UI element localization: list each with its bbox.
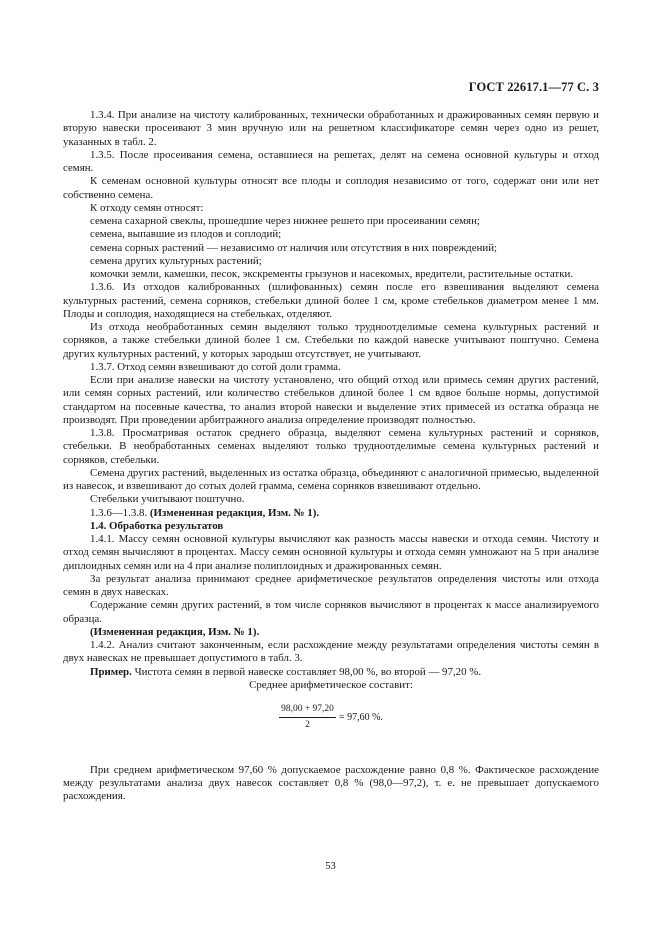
document-body xyxy=(63,109,599,803)
formula-fraction xyxy=(279,703,336,733)
paragraph: Содержание семян других растений, в том числе сорняков вычисляют в процентах к массе анализируемого образца. xyxy=(63,599,599,625)
paragraph: 1.3.7. Отход семян взвешивают до сотой доли грамма. xyxy=(90,360,341,373)
paragraph: Стебельки учитывают поштучно. xyxy=(90,493,245,506)
list-item: семена других культурных растений; xyxy=(90,254,262,267)
formula-numerator: 98,00 + 97,20 xyxy=(279,703,336,718)
paragraph: К отходу семян относят: xyxy=(90,201,204,214)
paragraph: 1.3.5. После просеивания семена, оставшиеся на решетах, делят на семена основной культуры и отход семян. xyxy=(63,148,599,174)
formula xyxy=(63,703,599,733)
paragraph: При среднем арифметическом 97,60 % допускаемое расхождение равно 0,8 %. Фактическое расхождение между результатами анализа двух навесок составляет 0,8 % (98,0—97,2), т. е. не превышает допускаемого расхождения. xyxy=(63,763,599,802)
example-paragraph xyxy=(63,666,599,679)
list-item: семена сорных растений — независимо от наличия или отсутствия в них повреждений; xyxy=(90,241,498,254)
list-item: семена сахарной свеклы, прошедшие через нижнее решето при просеивании семян; xyxy=(90,215,480,227)
amendment-label: (Измененная редакция, Изм. № 1). xyxy=(149,506,320,519)
formula-intro: Среднее арифметическое составит: xyxy=(249,678,413,691)
list-item: комочки земли, камешки, песок, экскременты грызунов и насекомых, вредители, растительные остатки. xyxy=(90,268,574,280)
paragraph: Из отхода необработанных семян выделяют только трудноотделимые семена культурных растений и сорняков, а также стебельки длиной более 1 см. Стебельки по каждой навеске учитывают поштучно. Семена других культурных растений, у которых зародыш отсутствует, не учитывают. xyxy=(63,321,599,360)
page-number: 53 xyxy=(325,861,336,872)
page-header: ГОСТ 22617.1—77 С. 3 xyxy=(468,80,599,94)
paragraph: Если при анализе навески на чистоту установлено, что общий отход или примесь семян других растений, или семян сорных растений, или количество стебельков длиной более 1 см вдвое больше нормы, допустимой стандартом на посевные качества, то анализ второй навески и выделение этих примесей из остатка образца не производят. При проведении арбитражного анализа определение производят полностью. xyxy=(63,374,599,426)
paragraph: Семена других растений, выделенных из остатка образца, объединяют с аналогичной примесью, выделенной из навесок, и взвешивают до сотых долей грамма, семена сорняков взвешивают отдельно. xyxy=(63,466,599,492)
example-text: Чистота семян в первой навеске составляет 98,00 %, во второй — 97,20 %. xyxy=(131,665,482,678)
paragraph: 1.4.1. Массу семян основной культуры вычисляют как разность массы навески и отхода семян. Чистоту и отход семян вычисляют в процентах. Массу семян основной культуры и отхода семян умножают на 5 при анализе диплоидных семян или на 4 при анализе полиплоидных и дражированных семян. xyxy=(63,533,599,572)
amendment-ref: 1.3.6—1.3.8. xyxy=(90,506,150,519)
paragraph: К семенам основной культуры относят все плоды и соплодия независимо от того, содержат они или нет собственно семена. xyxy=(63,175,599,201)
example-label: Пример. xyxy=(90,665,132,678)
formula-result: = 97,60 %. xyxy=(338,712,383,724)
amendment-note: (Измененная редакция, Изм. № 1). xyxy=(90,625,260,638)
paragraph: 1.3.8. Просматривая остаток среднего образца, выделяют семена культурных растений и сорняков, стебельки. В необработанных семенах выделяют только трудноотделимые семена культурных растений и сорняков, стебельки. xyxy=(63,427,599,466)
formula-denominator: 2 xyxy=(305,720,310,731)
paragraph: 1.3.4. При анализе на чистоту калиброванных, технически обработанных и дражированных семян первую и вторую навески просеивают 3 мин вручную или на решетном классификаторе семян через одно из решет, указанных в табл. 2. xyxy=(63,109,599,148)
paragraph: 1.4.2. Анализ считают законченным, если расхождение между результатами определения чистоты семян в двух навесках не превышает допустимого в табл. 3. xyxy=(63,639,599,665)
paragraph: 1.3.6. Из отходов калиброванных (шлифованных) семян после его взвешивания выделяют семена культурных растений, семена сорняков, стебельки длиной более 1 см, кроме стебельков диаметром менее 1 мм. Плоды и соплодия, находящиеся на стебельках, отделяют. xyxy=(63,281,599,320)
paragraph: За результат анализа принимают среднее арифметическое результатов определения чистоты или отхода семян в двух навесках. xyxy=(63,572,599,598)
amendment-note xyxy=(63,507,599,520)
section-heading: 1.4. Обработка результатов xyxy=(90,519,224,532)
list-item: семена, выпавшие из плодов и соплодий; xyxy=(90,228,282,241)
